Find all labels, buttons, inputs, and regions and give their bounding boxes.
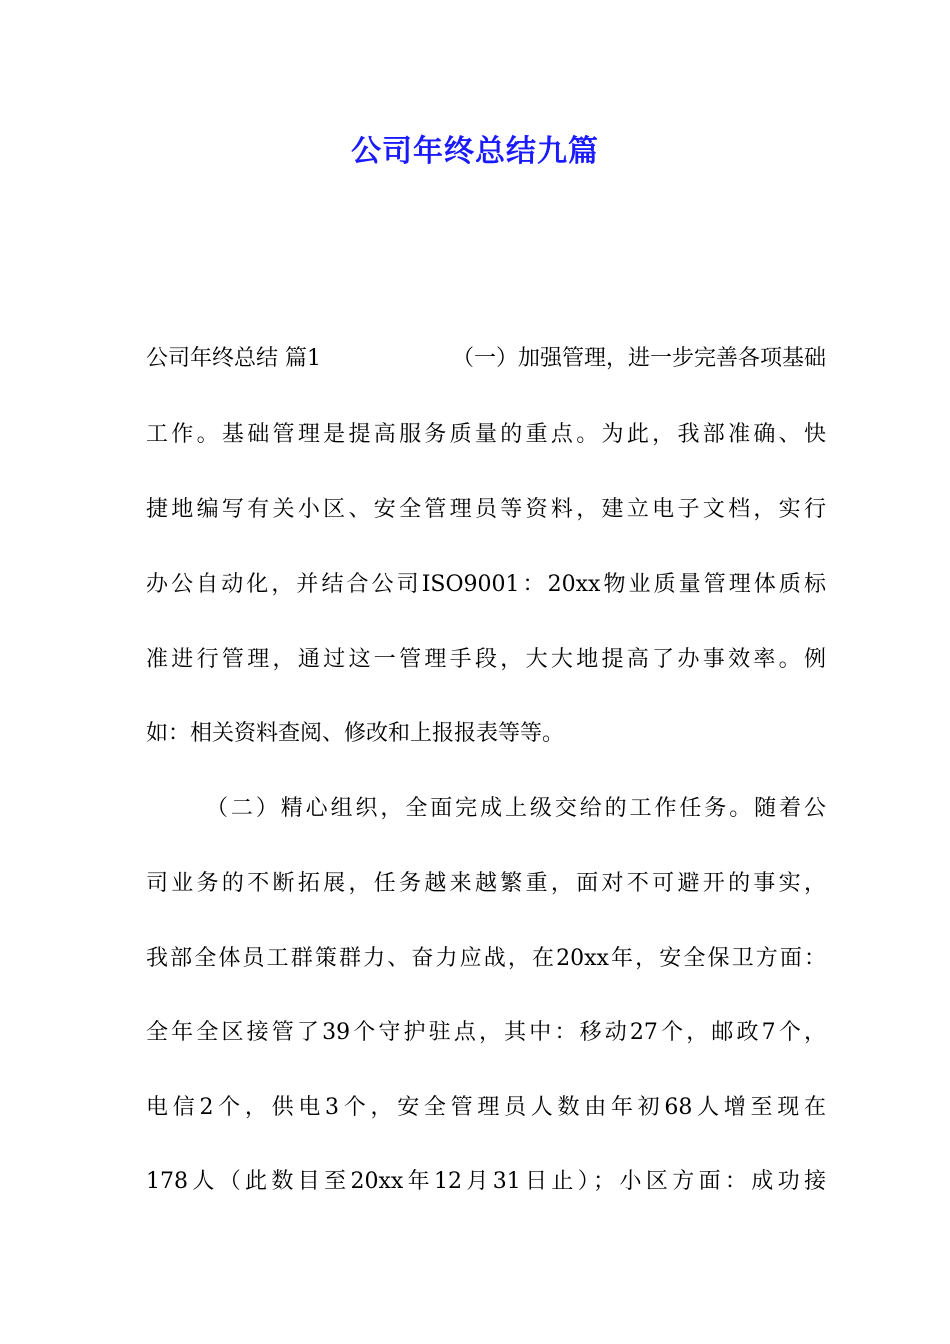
- section-heading-1: （一）加强管理，进一步完善各项基础: [451, 346, 826, 371]
- paragraph-2-line-6: 178人（此数目至20xx年12月31日止）；小区方面：成功接: [146, 1169, 826, 1194]
- paragraph-1-line-3: 捷地编写有关小区、安全管理员等资料，建立电子文档，实行: [146, 497, 826, 522]
- paragraph-1-line-5: 准进行管理，通过这一管理手段，大大地提高了办事效率。例: [146, 647, 826, 672]
- paragraph-2-line-4: 全年全区接管了39个守护驻点，其中：移动27个，邮政7个，: [146, 1020, 826, 1045]
- paragraph-2-line-5: 电信2个，供电3个，安全管理员人数由年初68人增至现在: [146, 1095, 826, 1120]
- document-title: 公司年终总结九篇: [351, 134, 599, 169]
- paragraph-2-line-2: 司业务的不断拓展，任务越来越繁重，面对不可避开的事实，: [146, 871, 826, 896]
- paragraph-1-line-1: [146, 344, 826, 374]
- paragraph-1-line-6: 如：相关资料查阅、修改和上报报表等等。: [146, 721, 565, 746]
- paragraph-2-line-1: （二）精心组织，全面完成上级交给的工作任务。随着公: [206, 796, 826, 821]
- section-label: 公司年终总结 篇1: [146, 346, 321, 371]
- paragraph-2-line-3: 我部全体员工群策群力、奋力应战，在20xx年，安全保卫方面：: [146, 946, 826, 971]
- paragraph-1-line-4: 办公自动化，并结合公司ISO9001：20xx物业质量管理体质标: [146, 572, 826, 597]
- paragraph-1-line-2: 工作。基础管理是提高服务质量的重点。为此，我部准确、快: [146, 422, 826, 447]
